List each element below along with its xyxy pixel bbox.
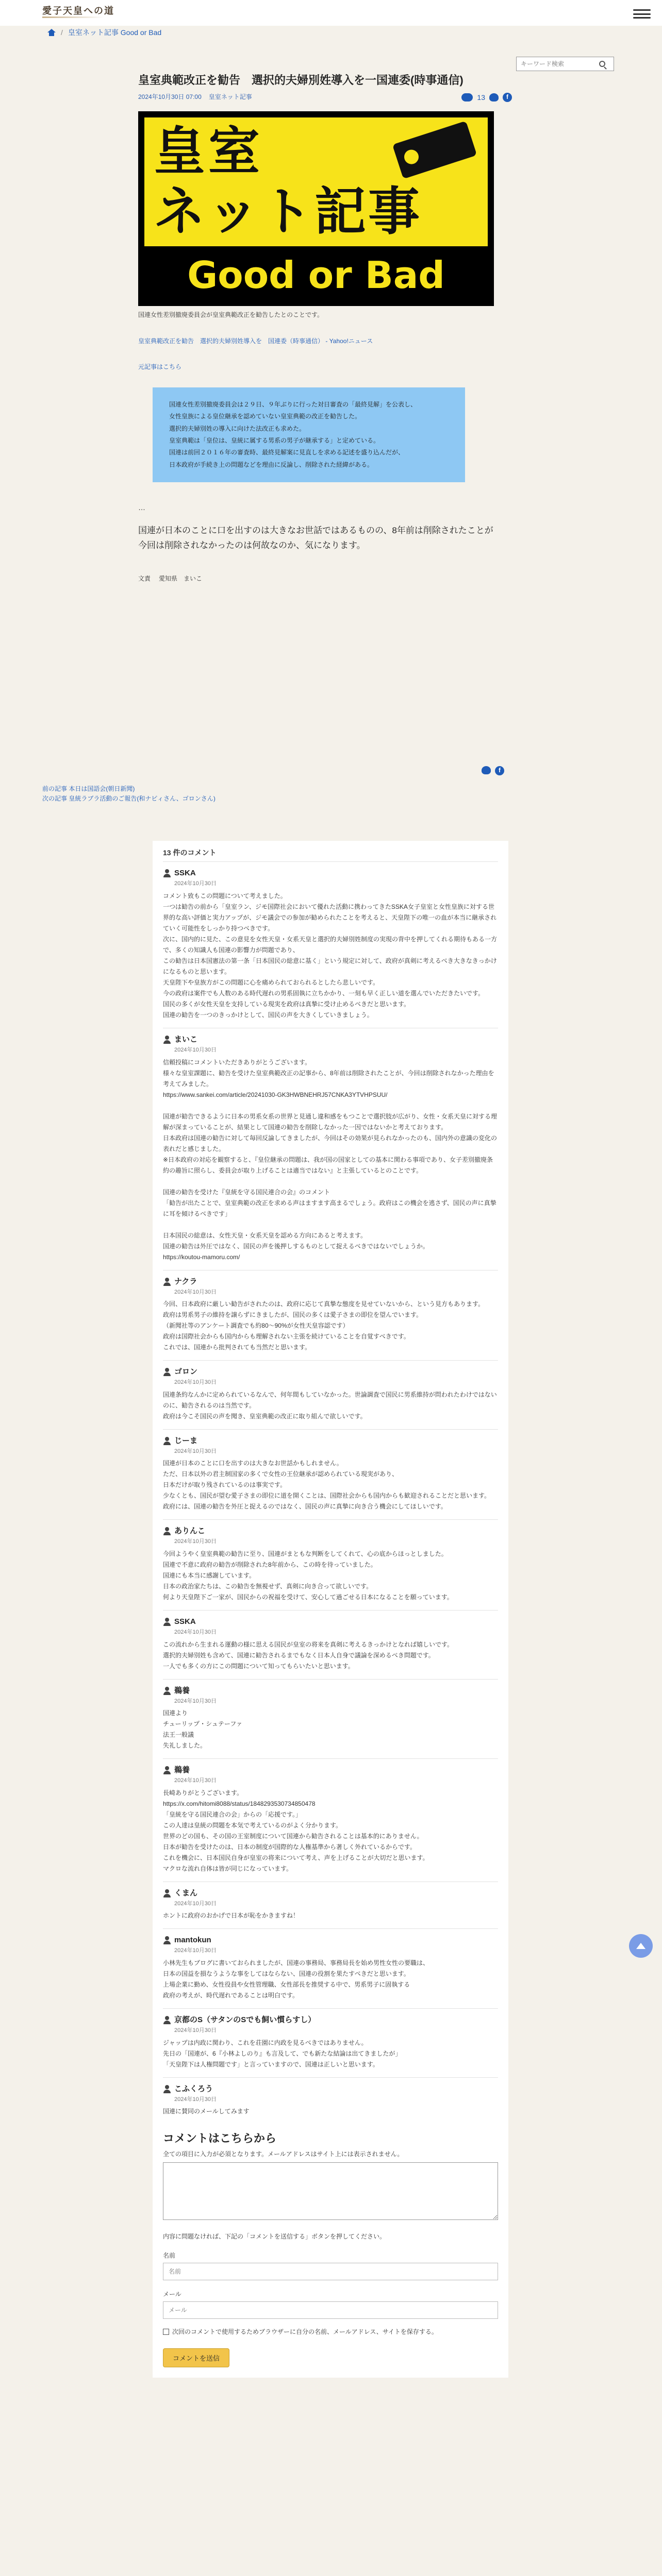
comment-author: 鵜養 — [174, 1766, 190, 1775]
article-caption: 国連女性差別撤廃委員会が皇室典範改正を勧告したとのことです。 — [138, 311, 324, 319]
comment-date: 2024年10月30日 — [174, 1289, 217, 1295]
hero-image — [138, 111, 494, 306]
comment-bubble-icon[interactable] — [461, 93, 473, 101]
comment-header — [163, 867, 498, 879]
author-name: 愛知県 まいこ — [159, 575, 203, 583]
comment-author: 京都のS（サタンのSでも飼い慣らすし） — [174, 2015, 316, 2024]
body-paragraph: 今回は削除されなかったのは何故なのか、気になります。 — [138, 540, 366, 551]
comment-text: 信頼投稿にコメントいただきありがとうございます。 様々な皇室課題に、勧告を受けた皇室典範改正の記事から、8年前は削除されたことが、今回は削除されなかった理由を考えてみました。 https://www.sankei.com/article/20241030-GK3HWBNEHRJ57CNKA3YTVHPSUU/ 国連が勧告できるように日本の男系女系の世界と見通し違和感をもつことで選択肢が広がり、女性・女系天皇に対する理解が深まっていることが、結果として国連の勧告を削除しなかった一因ではないかと考えております。 日本政府は国連の勧告に対して毎回反論してきましたが、今回はその効果が見られなかったのも、国内外の意識の変化の表れだと感じました。 ※日本政府の対応を観察すると、『皇位継承の問題は、我が国の国家としての基本に関わる事項であり、女子差別撤廃条約の趣旨に照らし、委員会が取り上げることは適当ではない』と主張しているとのことです。 国連の勧告を受けた『皇統を守る国民連合の会』のコメント 「勧告が出たことで、皇室典範の改正を求める声はますます高まるでしょう。政府はこの機会を逃さず、国民の声に真摯に耳を傾けるべきです」 日本国民の総意は、女性天皇・女系天皇を認める方向にあると考えます。 国連の勧告は外圧ではなく、国民の声を後押しするものとして捉えるべきではないでしょうか。 https://koutou-mamoru.com/ — [163, 1058, 498, 1261]
article-meta — [138, 92, 252, 102]
user-icon — [163, 2085, 171, 2093]
comment-text: ジャップは内政に関わり、これを荘園に内政を見るべきではありません。 先日の「国連が、6『小林よしのり』も言及して、でも新たな結論は出てきましたが」 「天皇陛下は人権問題です」と言っていますので、国連は正しいと思います。 — [163, 2039, 402, 2068]
comment-date: 2024年10月30日 — [174, 2027, 217, 2033]
comment-date: 2024年10月30日 — [174, 1538, 217, 1545]
comment-item — [163, 1519, 498, 1610]
comment-item — [163, 1928, 498, 2008]
share-buttons-bottom — [482, 766, 504, 775]
facebook-icon[interactable]: f — [495, 766, 504, 775]
quote-line: 女性皇族による皇位継承を認めていない皇室典範の改正を勧告した。 — [169, 413, 361, 420]
comment-text: 今回、日本政府に厳しい勧告がされたのは、政府に応じて真摯な態度を見せていないから、という見方もあります。 政府は男系男子の維持を譲らずにきましたが、国民の多くは愛子さまの即位を望んでいます。 （新聞社等のアンケート調査でも約80〜90%が女性天皇容認です） 政府は国際社会からも国内からも理解されない主張を続けていることを自覚すべきです。 これでは、国連から批判されても当然だと思います。 — [163, 1300, 485, 1351]
comment-header — [163, 2014, 498, 2026]
comment-author: まいこ — [174, 1035, 198, 1044]
comment-author: SSKA — [174, 1617, 196, 1626]
comment-date: 2024年10月30日 — [174, 1448, 217, 1454]
comment-date: 2024年10月30日 — [174, 1698, 217, 1704]
comment-item — [163, 2008, 498, 2077]
scroll-to-top-button[interactable] — [629, 1934, 653, 1958]
comment-date: 2024年10月30日 — [174, 1379, 217, 1386]
comment-header — [163, 1764, 498, 1776]
user-icon — [163, 1036, 171, 1044]
next-article-link[interactable]: 次の記事 皇統ラブラ活動のご報告(和ナビィさん、ゴロンさん) — [42, 795, 216, 803]
comment-text: ホントに政府のおかげで日本が恥をかきますね！ — [163, 1912, 300, 1920]
article-date: 2024年10月30日 07:00 — [138, 93, 202, 101]
twitter-icon[interactable] — [489, 93, 499, 101]
comment-author: SSKA — [174, 869, 196, 878]
twitter-icon[interactable] — [482, 766, 491, 774]
user-icon — [163, 1766, 171, 1774]
name-label: 名前 — [163, 2251, 176, 2259]
user-icon — [163, 1368, 171, 1376]
comments-section — [153, 841, 508, 2378]
author-line — [138, 574, 512, 584]
facebook-icon[interactable]: f — [503, 93, 512, 102]
reply-form — [163, 2129, 498, 2367]
external-link[interactable] — [138, 336, 512, 346]
user-icon — [163, 2016, 171, 2024]
hero-text-line2: ネット記事 — [154, 181, 422, 242]
comment-item — [163, 1429, 498, 1520]
article-body — [138, 523, 512, 554]
comment-text: 長崎ありがとうございます。 https://x.com/hitomi8088/status/1848293530734850478 「皇統を守る国民連合の会」からの「応援です。」 この人達は皇統の問題を本気で考えているのがよく分かります。 世界のどの国も、その国の王室制度について国連から勧告されることは基本的にありません。 日本が勧告を受けたのは、日本の制度が国際的な人権基準から著しく外れているからです。 これを機会に、日本国民自身が皇室の将来について考え、声を上げることが大切だと思います。 マクロな流れ自体は皆が同じになっています。 — [163, 1789, 429, 1872]
comment-author: こふくろう — [174, 2084, 213, 2093]
breadcrumb-current[interactable]: 皇室ネット記事 Good or Bad — [68, 28, 162, 37]
comment-header — [163, 1934, 498, 1946]
comment-list — [163, 861, 498, 2124]
comment-date: 2024年10月30日 — [174, 880, 217, 887]
user-icon — [163, 869, 171, 877]
reply-note: 全ての項目に入力が必須となります。メールアドレスはサイト上には表示されません。 — [163, 2150, 404, 2158]
comment-item — [163, 1758, 498, 1882]
user-icon — [163, 1527, 171, 1535]
comment-author: mantokun — [174, 1936, 211, 1945]
comment-item — [163, 861, 498, 1028]
comment-text: 今回ようやく皇室典範の勧告に至り、国連がまともな判断をしてくれて、心の底からほっとしました。 国連で不意に政府の勧告が削除された8年前から、この時を待っていました。 国連にも本当に感謝しています。 日本の政治家たちは、この勧告を無視せず、真剣に向き合って欲しいです。 何より天皇陛下ご一家が、国民からの祝福を受けて、安心して過ごせる日本になることを願っています。 — [163, 1550, 453, 1601]
quote-line: 日本政府が手続き上の問題などを理由に反論し、削除された経緯がある。 — [169, 461, 374, 468]
comment-item — [163, 2077, 498, 2125]
search-icon[interactable] — [599, 61, 605, 67]
remember-checkbox[interactable] — [163, 2329, 169, 2335]
mail-label: メール — [163, 2291, 181, 2298]
form-note: 内容に問題なければ、下記の「コメントを送信する」ボタンを押してください。 — [163, 2232, 386, 2240]
site-logo[interactable]: 愛子天皇への道 — [42, 6, 114, 16]
source-link[interactable]: 元記事はこちら — [138, 363, 182, 370]
comment-item — [163, 1360, 498, 1429]
article — [138, 72, 512, 584]
comment-date: 2024年10月30日 — [174, 1947, 217, 1954]
breadcrumb-separator: / — [61, 28, 63, 37]
user-icon — [163, 1618, 171, 1626]
comment-text: 国連より チューリップ・シュテーファ 法王一般議 失礼しました。 — [163, 1709, 243, 1750]
user-icon — [163, 1889, 171, 1897]
breadcrumb — [47, 27, 161, 38]
comment-header — [163, 1366, 498, 1378]
user-icon — [163, 1437, 171, 1445]
comment-item — [163, 1028, 498, 1270]
hero-text-line3: Good or Bad — [187, 253, 445, 297]
remember-label: 次回のコメントで使用するためブラウザーに自分の名前、メールアドレス、サイトを保存する。 — [172, 2328, 438, 2336]
reply-title: コメントはこちらから — [163, 2132, 277, 2145]
comment-date: 2024年10月30日 — [174, 2096, 217, 2103]
quote-line: 国連は前回２０１６年の審査時、最終見解案に見直しを求める記述を盛り込んだが、 — [169, 449, 405, 456]
comment-count[interactable]: 13 — [477, 93, 485, 101]
comment-author: ナクラ — [174, 1277, 197, 1286]
comment-header — [163, 1435, 498, 1447]
comment-item — [163, 1610, 498, 1679]
article-title: 皇室典範改正を勧告 選択的夫婦別姓導入を一国連委(時事通信) — [138, 74, 464, 87]
comment-text: 国連に賛同のメールしてみます — [163, 2108, 250, 2115]
comment-author: ありんこ — [174, 1527, 206, 1536]
home-icon[interactable] — [47, 29, 56, 36]
comment-date: 2024年10月30日 — [174, 1629, 217, 1635]
comment-date: 2024年10月30日 — [174, 1900, 217, 1907]
comment-author: くまん — [174, 1888, 198, 1897]
comment-date: 2024年10月30日 — [174, 1046, 217, 1053]
search-box — [516, 57, 614, 71]
remember-me — [163, 2327, 498, 2337]
external-link-text[interactable]: 皇室典範改正を勧告 選択的夫婦別姓導入を 国連委（時事通信） - Yahoo!ニュース — [138, 337, 373, 345]
prev-next-nav — [42, 784, 216, 804]
body-paragraph: 国連が日本のことに口を出すのは大きなお世話ではあるものの、8年前は削除されたことが — [138, 525, 493, 535]
quote-box — [153, 387, 465, 482]
comment-date: 2024年10月30日 — [174, 1777, 217, 1784]
comment-author: ゴロン — [174, 1367, 198, 1377]
prev-article-link[interactable]: 前の記事 本日は国語会(朝日新聞) — [42, 785, 135, 792]
author-label: 文責 — [138, 575, 151, 583]
comment-textarea[interactable] — [163, 2162, 498, 2220]
comment-header — [163, 1887, 498, 1900]
mail-input[interactable] — [163, 2301, 498, 2319]
comment-header — [163, 1616, 498, 1628]
comment-text: この流れから生まれる運動の様に思える国民が皇室の将来を真剣に考えるきっかけとなれば嬉しいです。 選択的夫婦別姓も含めて、国連に勧告されるまでもなく日本人自身で議論を深めるべき問題です。 一人でも多くの方にこの問題について知ってもらいたいと思います。 — [163, 1640, 454, 1670]
share-buttons — [461, 92, 512, 103]
comment-header — [163, 1276, 498, 1288]
article-meta-row — [138, 92, 512, 103]
user-icon — [163, 1936, 171, 1944]
comment-header — [163, 1525, 498, 1537]
comment-header — [163, 1685, 498, 1697]
ellipsis: … — [138, 503, 145, 512]
comment-header — [163, 1033, 498, 1046]
quote-line: 国連女性差別撤廃委員会は２９日、９年ぶりに行った対日審査の「最終見解」を公表し、 — [169, 400, 417, 408]
comment-item — [163, 1270, 498, 1361]
site-header — [0, 0, 662, 26]
article-category[interactable]: 皇室ネット記事 — [208, 93, 252, 101]
user-icon — [163, 1687, 171, 1695]
submit-comment-button[interactable]: コメントを送信 — [163, 2348, 229, 2367]
logo-underline — [42, 16, 104, 18]
search-input[interactable] — [517, 60, 599, 67]
hero-text-line1: 皇室 — [154, 121, 263, 182]
comment-item — [163, 1882, 498, 1929]
source-link-row — [138, 362, 512, 372]
name-input[interactable] — [163, 2263, 498, 2280]
comment-text: 小林先生もブログに書いておられましたが、国連の事務局、事務局長を始め男性女性の要職は、 日本の国益を損なうような事をしてはならない、国連の役割を果たすべきだと思います。 上場企業に勤め、女性役員や女性管理職、女性部長を推奨する中で、男系男子に固執する 政府の考えが、時代遅れであることは明白です。 — [163, 1959, 429, 1999]
menu-icon[interactable] — [633, 7, 651, 21]
comments-count: 13 件のコメント — [163, 849, 217, 857]
comment-text: 国連条約なんかに定められているなんで、何年間もしていなかった。世論調査で国民に男系維持が問われたわけではないのに、勧告されるのは当然です。 政府は今こそ国民の声を聞き、皇室典範の改正に取り組んで欲しいです。 — [163, 1391, 497, 1420]
comment-author: じーま — [174, 1436, 198, 1445]
comment-text: 国連が日本のことに口を出すのは大きなお世話かもしれません。 ただ、日本以外の君主制国家の多くで女性の王位継承が認められている現実があり、 日本だけが取り残されているのは事実です。 少なくとも、国民が望む愛子さまの即位に道を開くことは、国際社会からも国内からも歓迎されることだと思います。 政府には、国連の勧告を外圧と捉えるのではなく、国民の声に真摯に向き合う機会にしてほしいです。 — [163, 1460, 491, 1511]
user-icon — [163, 1278, 171, 1286]
quote-line: 選択的夫婦別姓の導入に向けた法改正も求めた。 — [169, 425, 306, 432]
comment-item — [163, 1679, 498, 1759]
quote-line: 皇室典範は「皇位は、皇統に属する男系の男子が継承する」と定めている。 — [169, 437, 380, 445]
comment-text: コメント致もこの問題について考えました。 一つは勧告の前から「皇室ラン、ジモ国際社会において優れた活動に携わってきたSSKA女子皇室と女性皇族に対する世界的な高い評価と実力アップが、ジモ議会での参加が勧められたことを考えると、天皇陛下の唯一の血が本当に継承されていく可能性をしっかり持つべきです。 次に、国内的に見た、この意見を女性天皇・女系天皇と選択的夫婦別姓制度の実現の背中を押してくれる期待もある一方で、多くの知識人も国連の影響力が問題であり、 この勧告は日本国憲法の第一条「日本国民の総意に基く」という規定に対して、政府が真剣に考えるべき大きなきっかけになるものと思います。 天皇陛下や皇族方がこの問題に心を痛められておられるとしたら悲しいです。 今の政府は案件でも人数のある時代遅れの男系固執に立ちかかり、一刻も早く正しい道を選んでいただきたいです。 国民の多くが女性天皇を支持している現実を政府は真摯に受け止めるべきだと思います。 国連の勧告を一つのきっかけとして、国民の声を大きくしていきましょう。 — [163, 892, 498, 1019]
comment-header — [163, 2083, 498, 2095]
comment-author: 鵜養 — [174, 1686, 190, 1695]
